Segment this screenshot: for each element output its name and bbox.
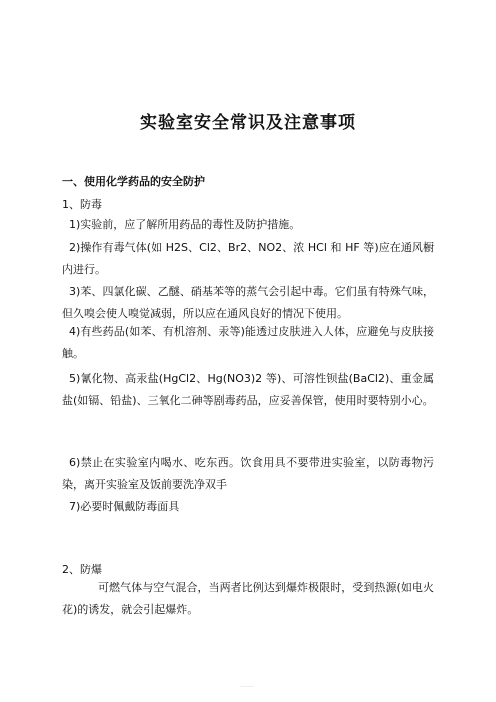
paragraph-item-5: 5)氰化物、高汞盐(HgCl2、Hg(NO3)2 等)、可溶性钡盐(BaCl2)、重金属盐(如镉、铅盐)、三氧化二砷等剧毒药品，应妥善保管，使用时要特别小心。 [62,372,434,407]
paragraph-item-3: 3)苯、四氯化碳、乙醚、硝基苯等的蒸气会引起中毒。它们虽有特殊气味，但久嗅会使人嗅觉减弱，所以应在通风良好的情况下使用。 [62,285,434,320]
subsection-label-explosion: 2、防爆 [62,563,102,576]
paragraph-explosion: 可燃气体与空气混合，当两者比例达到爆炸极限时，受到热源(如电火花)的诱发，就会引起爆炸。 [62,581,434,616]
paragraph-item-6: 6)禁止在实验室内喝水、吃东西。饮食用具不要带进实验室，以防毒物污染，离开实验室及饭前要洗净双手 [62,456,434,491]
section-heading: 一、使用化学药品的安全防护 [62,175,205,188]
paragraph-item-1: 1)实验前，应了解所用药品的毒性及防护措施。 [69,218,301,231]
paragraph-item-7: 7)必要时佩戴防毒面具 [69,500,180,513]
paragraph-item-4: 4)有些药品(如苯、有机溶剂、汞等)能透过皮肤进入人体，应避免与皮肤接触。 [62,325,434,360]
paragraph-item-2: 2)操作有毒气体(如 H2S、Cl2、Br2、NO2、浓 HCl 和 HF 等)应在通风橱内进行。 [62,241,434,276]
page-footer-mark [240,686,254,687]
subsection-label-poison: 1、防毒 [62,198,102,211]
page-title: 实验室安全常识及注意事项 [140,113,356,133]
